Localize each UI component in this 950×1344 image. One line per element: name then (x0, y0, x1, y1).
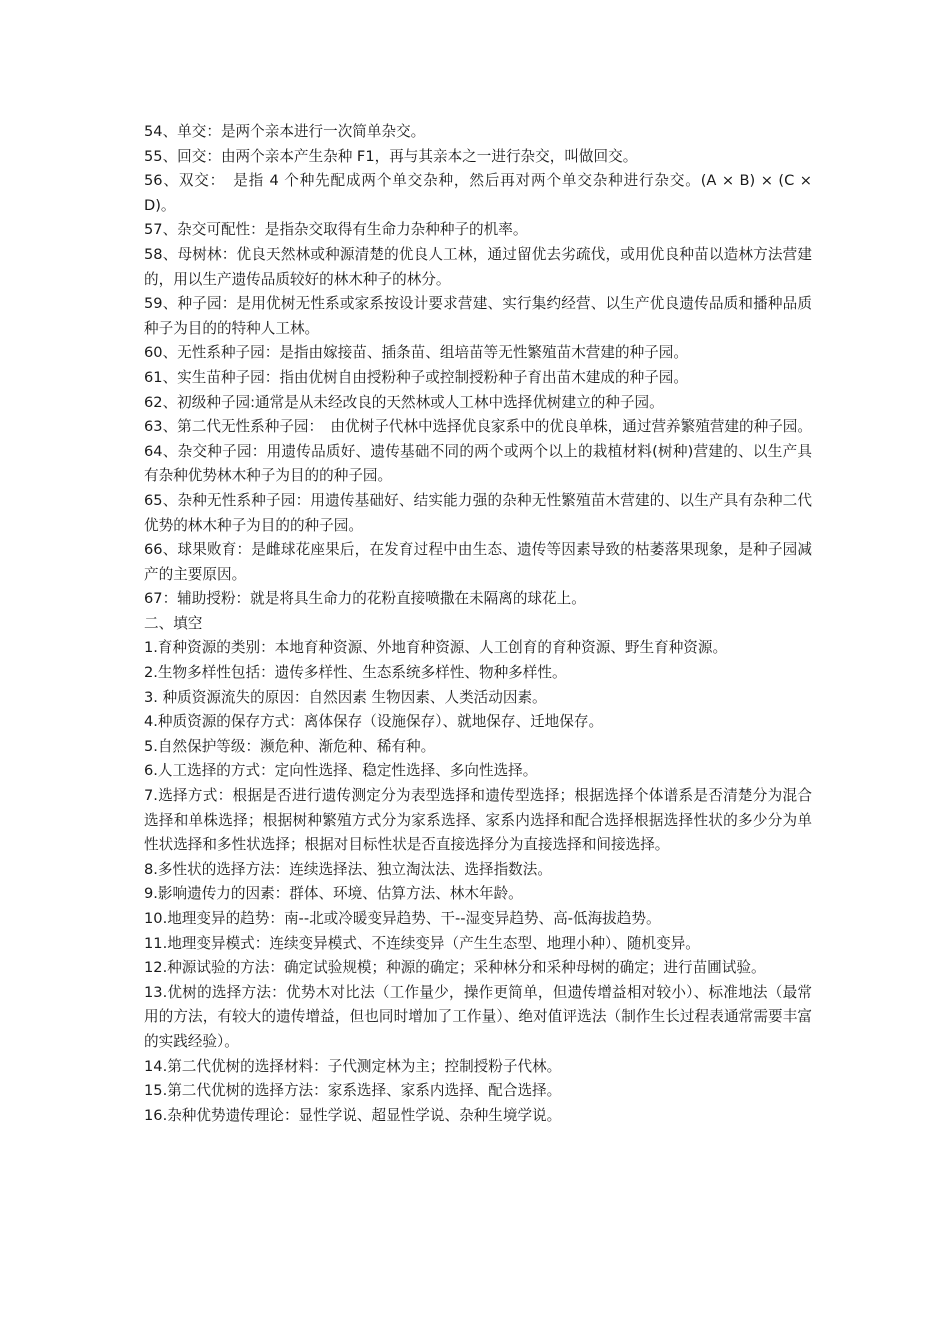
fill-blank-2: 2.生物多样性包括：遗传多样性、生态系统多样性、物种多样性。 (144, 664, 567, 682)
definition-59: 59、种子园：是用优树无性系或家系按设计要求营建、实行集约经营、以生产优良遗传品质和播种品质种子为目的的特种人工林。 (144, 295, 812, 337)
fill-blank-11: 11.地理变异模式：连续变异模式、不连续变异（产生生态型、地理小种）、随机变异。 (144, 934, 700, 952)
fill-blank-5: 5.自然保护等级：濒危种、渐危种、稀有种。 (144, 737, 436, 755)
fill-blank-7: 7.选择方式：根据是否进行遗传测定分为表型选择和遗传型选择；根据选择个体谱系是否清楚分为混合选择和单株选择；根据树种繁殖方式分为家系选择、家系内选择和配合选择根据选择性状的多少分为单性状选择和多性状选择；根据对目标性状是否直接选择分为直接选择和间接选择。 (144, 787, 812, 854)
fill-blank-12: 12.种源试验的方法：确定试验规模；种源的确定；采种林分和采种母树的确定；进行苗圃试验。 (144, 959, 766, 977)
fill-blank-8: 8.多性状的选择方法：连续选择法、独立淘汰法、选择指数法。 (144, 860, 552, 878)
definition-64: 64、杂交种子园：用遗传品质好、遗传基础不同的两个或两个以上的栽植材料(树种)营建的、以生产具有杂种优势林木种子为目的的种子园。 (144, 442, 812, 485)
fill-blank-6: 6.人工选择的方式：定向性选择、稳定性选择、多向性选择。 (144, 762, 538, 780)
definition-63: 63、第二代无性系种子园： 由优树子代林中选择优良家系中的优良单株，通过营养繁殖营建的种子园。 (144, 418, 812, 436)
definition-61: 61、实生苗种子园：指由优树自由授粉种子或控制授粉种子育出苗木建成的种子园。 (144, 368, 688, 386)
fill-blank-16: 16.杂种优势遗传理论：显性学说、超显性学说、杂种生境学说。 (144, 1106, 562, 1124)
definition-66: 66、球果败育：是雌球花座果后，在发育过程中由生态、遗传等因素导致的枯萎落果现象，是种子园减产的主要原因。 (144, 541, 812, 583)
fill-blank-13: 13.优树的选择方法：优势木对比法（工作量少，操作更简单，但遗传增益相对较小）、标准地法（最常用的方法，有较大的遗传增益，但也同时增加了工作量）、绝对值评选法（制作生长过程表通常需要丰富的实践经验）。 (144, 983, 812, 1050)
definition-56: 56、双交： 是指 4 个种先配成两个单交杂种，然后再对两个单交杂种进行杂交。(A × B) × (C × D)。 (144, 172, 812, 214)
definition-62: 62、初级种子园:通常是从未经改良的天然林或人工林中选择优树建立的种子园。 (144, 393, 664, 411)
fill-blank-4: 4.种质资源的保存方式：离体保存（设施保存）、就地保存、迁地保存。 (144, 713, 604, 731)
fill-blank-15: 15.第二代优树的选择方法：家系选择、家系内选择、配合选择。 (144, 1082, 562, 1100)
definition-55: 55、回交：由两个亲本产生杂种 F1，再与其亲本之一进行杂交，叫做回交。 (144, 147, 638, 165)
definition-60: 60、无性系种子园：是指由嫁接苗、插条苗、组培苗等无性繁殖苗木营建的种子园。 (144, 344, 688, 362)
section-heading: 二、填空 (144, 614, 203, 632)
definition-58: 58、母树林：优良天然林或种源清楚的优良人工林，通过留优去劣疏伐，或用优良种苗以造林方法营建的，用以生产遗传品质较好的林木种子的林分。 (144, 245, 812, 288)
definition-54: 54、单交：是两个亲本进行一次简单杂交。 (144, 123, 426, 140)
definition-57: 57、杂交可配性：是指杂交取得有生命力杂种种子的机率。 (144, 221, 528, 239)
definition-65: 65、杂种无性系种子园：用遗传基础好、结实能力强的杂种无性繁殖苗木营建的、以生产具有杂种二代优势的林木种子为目的的种子园。 (144, 491, 812, 534)
fill-blank-9: 9.影响遗传力的因素：群体、环境、估算方法、林木年龄。 (144, 885, 523, 903)
fill-blank-1: 1.育种资源的类别：本地育种资源、外地育种资源、人工创育的育种资源、野生育种资源。 (144, 639, 728, 657)
document-page (144, 120, 812, 1128)
fill-blank-10: 10.地理变异的趋势：南--北或冷暖变异趋势、干--湿变异趋势、高-低海拔趋势。 (144, 910, 661, 927)
fill-blank-14: 14.第二代优树的选择材料：子代测定林为主；控制授粉子代林。 (144, 1057, 562, 1075)
fill-blank-3: 3. 种质资源流失的原因：自然因素 生物因素、人类活动因素。 (144, 688, 547, 706)
definition-67: 67：辅助授粉：就是将具生命力的花粉直接喷撒在未隔离的球花上。 (144, 590, 586, 608)
